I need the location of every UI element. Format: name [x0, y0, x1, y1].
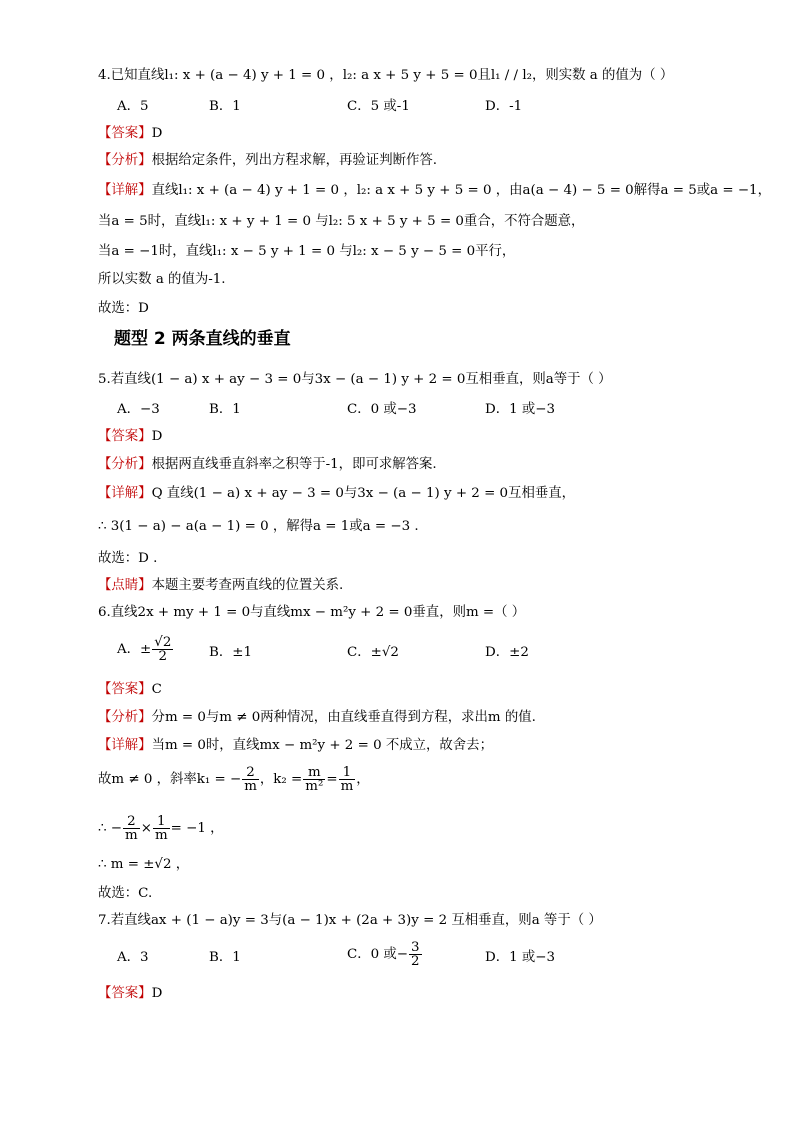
q4-option-a: A．5	[117, 99, 149, 114]
q6-detail-3: ∴ − $\frac{2}{m}$ × $\frac{1}{m}$ = −1 ，	[98, 814, 224, 843]
q4-choose: 故选：D	[98, 301, 149, 316]
q7-option-d: D．1 或−3	[485, 950, 556, 965]
q4-detail-3: 当a = −1时，直线l₁: x − 5 y + 1 = 0 与l₂: x − 5 y − 5 = 0平行，	[98, 244, 516, 259]
q6-detail-1: 【详解】当m = 0时，直线mx − m²y + 2 = 0 不成立，故舍去；	[98, 738, 493, 753]
q5-option-b: B．1	[209, 402, 241, 417]
q6-question: 6.直线2x + my + 1 = 0与直线mx − m²y + 2 = 0垂直，则m =（ ）	[98, 605, 526, 620]
q4-analysis: 【分析】根据给定条件，列出方程求解，再验证判断作答.	[98, 153, 438, 168]
q7-option-b: B．1	[209, 950, 241, 965]
q5-option-a: A．−3	[117, 402, 160, 417]
q4-option-c: C．5 或-1	[347, 99, 410, 114]
q6-detail-2: 故m ≠ 0 ，斜率k₁ = − $\frac{2}{m}$ ，k₂ = $\frac{m}{\text{m²}}$ = $\frac{1}{m}$ ，	[98, 765, 370, 794]
q6-analysis: 【分析】分m = 0与m ≠ 0两种情况，由直线垂直得到方程，求出m 的值.	[98, 710, 536, 725]
q5-detail-1: 【详解】Q 直线(1 − a) x + ay − 3 = 0与3x − (a − 1) y + 2 = 0互相垂直，	[98, 486, 576, 501]
q4-detail-2: 当a = 5时，直线l₁: x + y + 1 = 0 与l₂: 5 x + 5 y + 5 = 0重合，不符合题意，	[98, 214, 585, 229]
q4-detail-4: 所以实数 a 的值为-1.	[98, 272, 226, 287]
q4-option-d: D．-1	[485, 99, 523, 114]
q5-choose: 故选：D .	[98, 551, 158, 566]
q6-option-b: B．±1	[209, 645, 252, 660]
q7-option-c: C．0 或− $\frac{3}{2}$	[347, 940, 420, 969]
q7-question: 7.若直线ax + (1 − a)y = 3与(a − 1)x + (2a + 3)y = 2 互相垂直，则a 等于（ ）	[98, 913, 602, 928]
q4-detail-1: 【详解】直线l₁: x + (a − 4) y + 1 = 0 ，l₂: a x + 5 y + 5 = 0 ，由a(a − 4) − 5 = 0解得a = 5或a = −1，	[98, 183, 771, 198]
q7-option-a: A．3	[117, 950, 149, 965]
q6-detail-4: ∴ m = ±√2 ，	[98, 857, 190, 872]
q6-option-c: C．±√2	[347, 645, 399, 660]
q6-option-a: A．± $\frac{√2}{2}$	[117, 635, 172, 664]
q5-answer: 【答案】D	[98, 429, 163, 444]
q4-question: 4.已知直线l₁: x + (a − 4) y + 1 = 0 ，l₂: a x + 5 y + 5 = 0且l₁ / / l₂，则实数 a 的值为（ ）	[98, 68, 674, 83]
q4-option-b: B．1	[209, 99, 241, 114]
q7-answer: 【答案】D	[98, 986, 163, 1001]
q4-answer: 【答案】D	[98, 126, 163, 141]
q6-option-d: D．±2	[485, 645, 529, 660]
q5-option-d: D．1 或−3	[485, 402, 556, 417]
q5-detail-2: ∴ 3(1 − a) − a(a − 1) = 0 ，解得a = 1或a = −3 .	[98, 519, 419, 534]
q5-analysis: 【分析】根据两直线垂直斜率之积等于-1，即可求解答案.	[98, 457, 437, 472]
q5-point: 【点睛】本题主要考查两直线的位置关系.	[98, 578, 344, 593]
q5-question: 5.若直线(1 − a) x + ay − 3 = 0与3x − (a − 1) y + 2 = 0互相垂直，则a等于（ ）	[98, 372, 612, 387]
q6-answer: 【答案】C	[98, 682, 162, 697]
q5-option-c: C．0 或−3	[347, 402, 417, 417]
section-heading: 题型 2 两条直线的垂直	[114, 329, 291, 349]
q6-choose: 故选：C.	[98, 886, 153, 901]
